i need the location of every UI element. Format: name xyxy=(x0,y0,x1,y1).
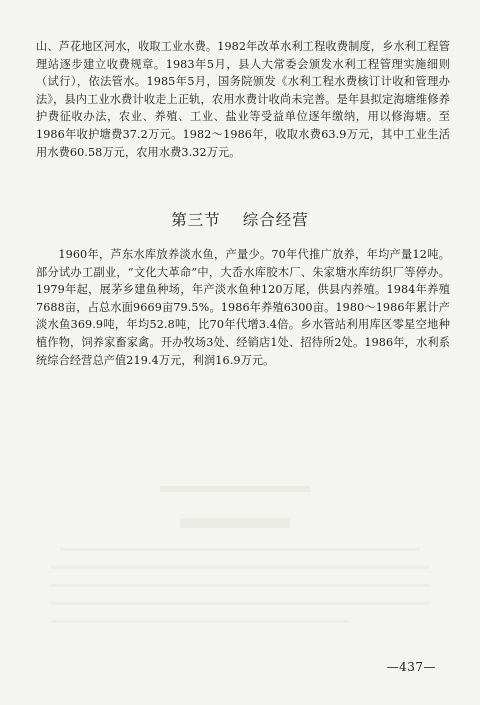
paragraph-water-fees: 山、芦花地区河水，收取工业水费。1982年改革水利工程收费制度，乡水利工程管理站逐步建立收费规章。1983年5月，县人大常委会颁发水利工程管理实施细则（试行），依法管水。1985年5月，国务院颁发《水利工程水费核订计收和管理办法》，县内工业水费计收走上正轨，农用水费计收尚未完善。是年县拟定海塘维修养护费征收办法，农业、养殖、工业、盐业等受益单位逐年缴纳，用以修海塘。至1986年收护塘费37.2万元。1982～1986年，收取水费63.9万元，其中工业生活用水费60.58万元，农用水费3.32万元。 xyxy=(36,40,450,159)
section-heading xyxy=(0,210,480,230)
page-number: —437— xyxy=(386,660,436,674)
paragraph-comprehensive-operations: 1960年，芦东水库放养淡水鱼，产量少。70年代推广放养，年均产量12吨。部分试办工副业，“文化大革命”中，大岙水库胶木厂、朱家塘水库纺织厂等停办。1979年起，展茅乡建鱼种场，年产淡水鱼种120万尾，供县内养殖。1984年养殖7688亩，占总水面9669亩79.5%。1986年养殖6300亩。1980～1986年累计产淡水鱼369.9吨，年均52.8吨，比70年代增3.4倍。乡水管站利用库区零星空地种植作物，饲养家畜家禽。开办牧场3处、经销店1处、招待所2处。1986年，水利系统综合经营总产值219.4万元，利润16.9万元。 xyxy=(36,248,450,367)
section-title-text: 综合经营 xyxy=(242,211,309,229)
section-number: 第三节 xyxy=(171,211,221,229)
